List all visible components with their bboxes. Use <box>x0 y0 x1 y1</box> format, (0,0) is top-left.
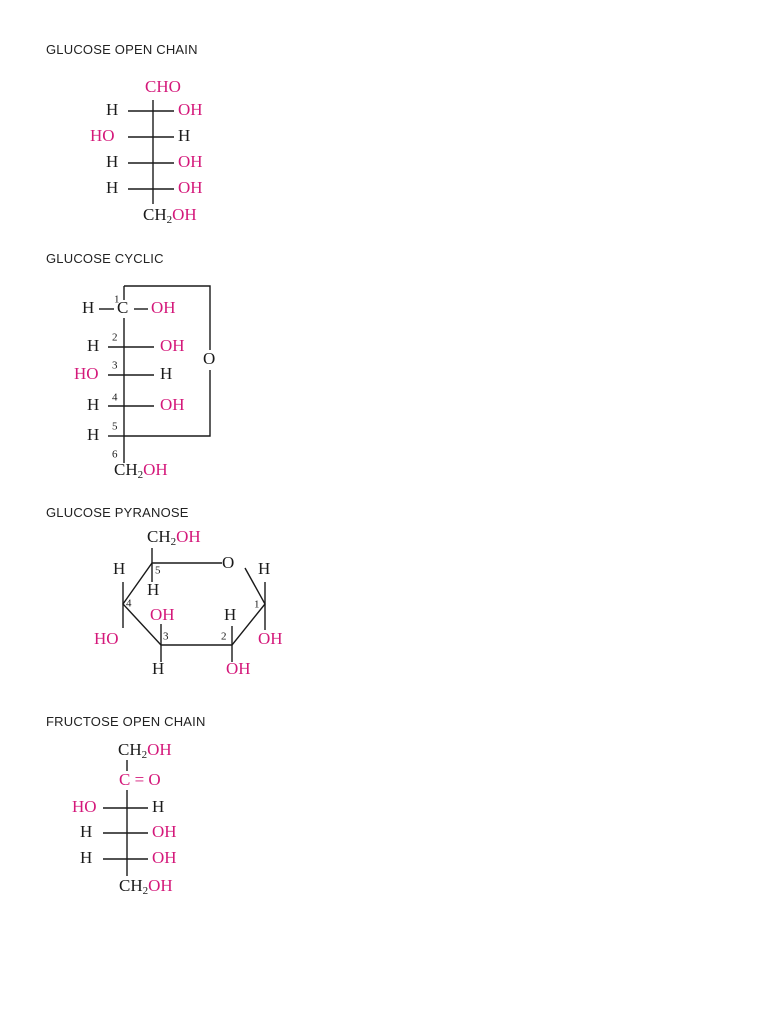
c6-group: $CH_2OH$ <box>147 526 201 548</box>
carbon-number-5: 5 <box>155 564 161 577</box>
caption-glucose-cyclic: GLUCOSE CYCLIC <box>46 251 164 266</box>
c4-right-group: OH <box>178 151 203 171</box>
c1-hydrogen: H <box>82 297 95 317</box>
c2-hydrogen: H <box>224 604 237 624</box>
caption-fructose-open-chain: FRUCTOSE OPEN CHAIN <box>46 714 206 729</box>
carbon-number-4: 4 <box>112 391 118 404</box>
c2-left-group: H <box>106 99 119 119</box>
c1-carbon: C <box>117 297 129 317</box>
carbon-number-1: 1 <box>114 293 120 306</box>
carbon-number-3: 3 <box>163 630 169 643</box>
glucose-pyranose-structure <box>94 527 283 678</box>
c3-left-group: HO <box>72 796 97 816</box>
glucose-open-chain-structure <box>90 77 203 226</box>
c1-hydrogen: H <box>258 558 271 578</box>
c4-right-group: OH <box>160 394 185 414</box>
c4-left-group: H <box>87 394 100 414</box>
c1-hydroxyl: OH <box>151 297 176 317</box>
glucose-cyclic-structure <box>74 286 215 481</box>
caption-glucose-open-chain: GLUCOSE OPEN CHAIN <box>46 42 198 57</box>
c4-hydroxyl: HO <box>94 628 119 648</box>
c3-left-group: HO <box>74 363 99 383</box>
c2-left-group: H <box>87 335 100 355</box>
caption-glucose-pyranose: GLUCOSE PYRANOSE <box>46 505 189 520</box>
bottom-group: $CH_2OH$ <box>143 204 197 226</box>
c3-right-group: H <box>152 796 165 816</box>
carbon-number-6: 6 <box>112 448 118 461</box>
c3-right-group: H <box>178 125 191 145</box>
c2-right-group: OH <box>178 99 203 119</box>
carbon-number-2: 2 <box>221 630 227 643</box>
c5-right-group: OH <box>178 177 203 197</box>
c5-right-group: OH <box>152 847 177 867</box>
bottom-group: $CH_2OH$ <box>119 875 173 897</box>
carbon-number-5: 5 <box>112 420 118 433</box>
fructose-open-chain-structure <box>72 740 177 897</box>
ring-oxygen: O <box>222 552 235 572</box>
c5-left-group: H <box>80 847 93 867</box>
c5-left-group: H <box>106 177 119 197</box>
c5-hydrogen-below: H <box>147 579 160 599</box>
carbon-number-3: 3 <box>112 359 118 372</box>
c5-left-group: H <box>87 424 100 444</box>
c3-hydroxyl-up: OH <box>150 604 175 624</box>
c3-hydrogen: H <box>152 658 165 678</box>
pyranose-ring <box>123 563 265 645</box>
c3-left-group: HO <box>90 125 115 145</box>
c5-hydrogen-left: H <box>113 558 126 578</box>
aldehyde-group: CHO <box>145 76 181 96</box>
c4-left-group: H <box>106 151 119 171</box>
carbon-number-1: 1 <box>254 598 260 611</box>
c4-left-group: H <box>80 821 93 841</box>
ketone-group: C = O <box>119 769 161 789</box>
ring-oxygen: O <box>203 348 216 368</box>
c4-right-group: OH <box>152 821 177 841</box>
c3-right-group: H <box>160 363 173 383</box>
c2-hydroxyl: OH <box>226 658 251 678</box>
carbon-number-4: 4 <box>126 597 132 610</box>
c1-hydroxyl: OH <box>258 628 283 648</box>
c1-group: $CH_2OH$ <box>118 739 172 761</box>
bottom-group: $CH_2OH$ <box>114 459 168 481</box>
c2-right-group: OH <box>160 335 185 355</box>
carbon-number-2: 2 <box>112 331 118 344</box>
